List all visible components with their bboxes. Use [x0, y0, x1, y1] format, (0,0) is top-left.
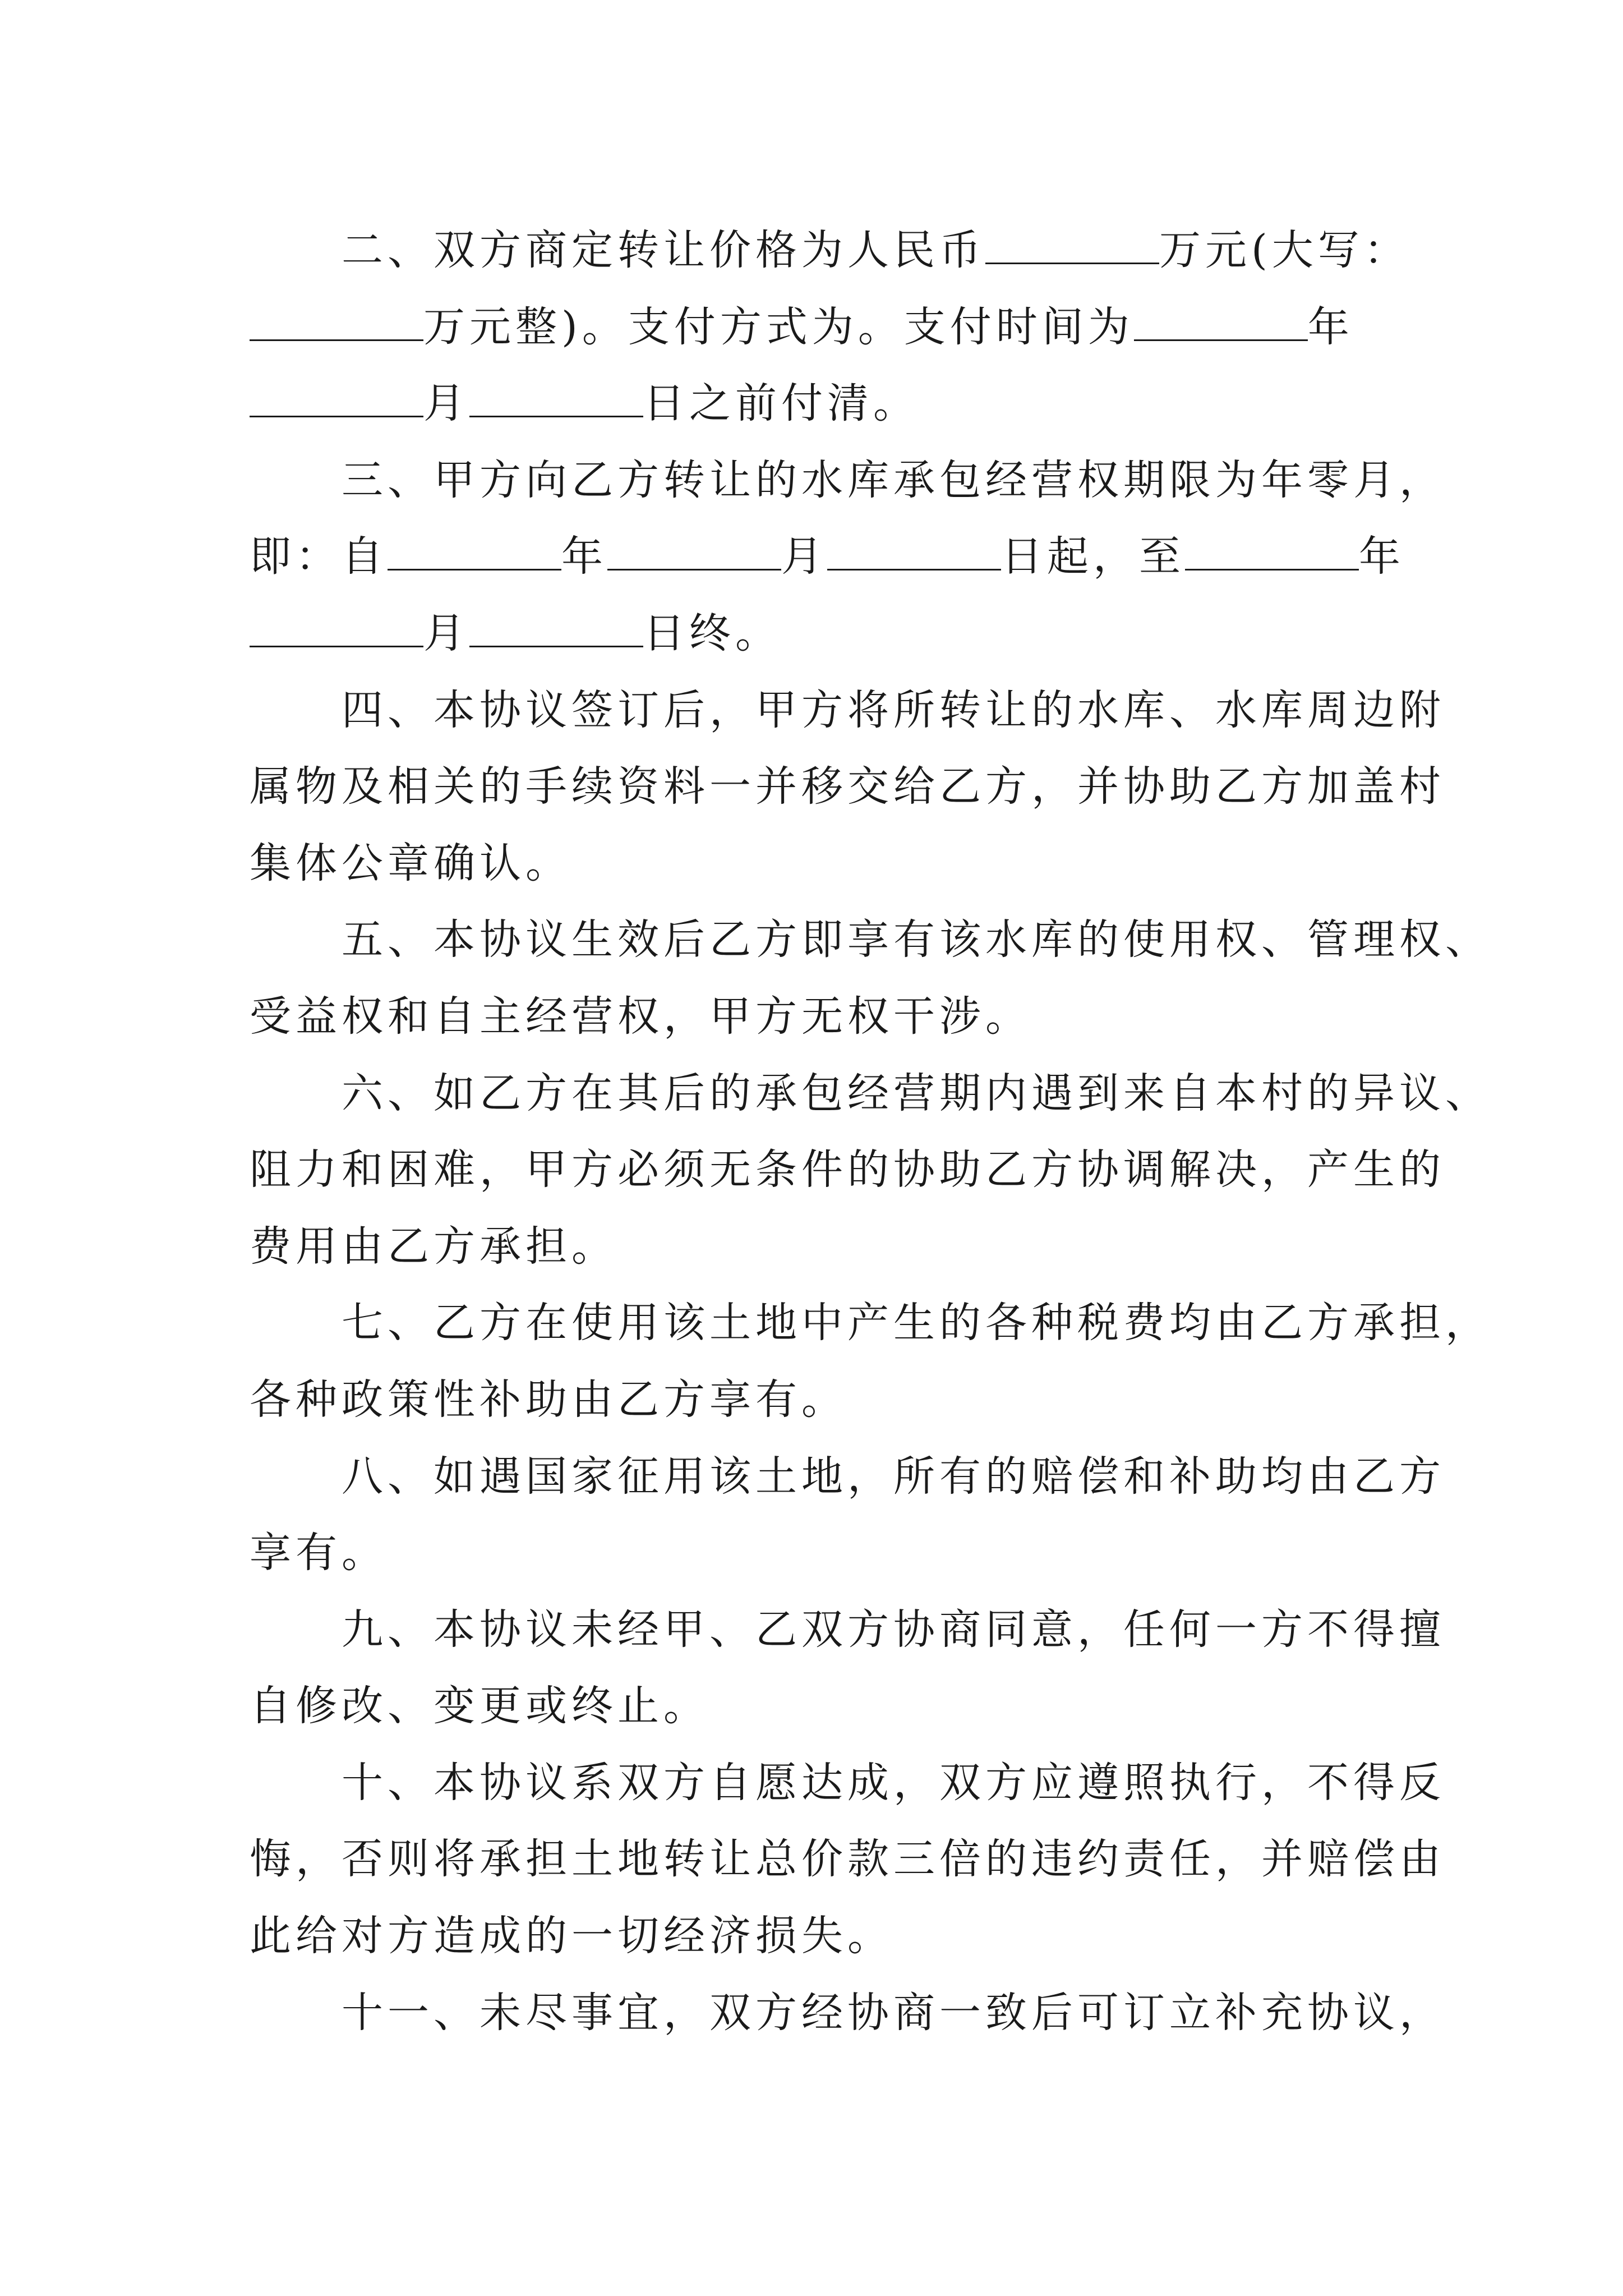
fill-in-blank[interactable] — [985, 229, 1159, 264]
clause-text: 六、如乙方在其后的承包经营期内遇到来自本村的异议、 — [342, 1069, 1491, 1117]
clause-text: 自修改、变更或终止。 — [250, 1682, 709, 1731]
clause-text: 日终。 — [643, 609, 781, 657]
clause-line — [250, 518, 1405, 595]
clause-4 — [250, 672, 1445, 902]
contract-body — [250, 212, 1491, 2051]
clause-line — [250, 1438, 1445, 1515]
fill-in-blank[interactable] — [607, 535, 781, 570]
clause-text: 享有。 — [250, 1529, 388, 1577]
fill-in-blank[interactable] — [250, 382, 423, 417]
clause-text: 日起，至 — [1001, 532, 1185, 581]
clause-line — [250, 1668, 1374, 1745]
clause-line — [250, 365, 1374, 442]
clause-text: 四、本协议签订后，甲方将所转让的水库、水库周边附 — [342, 685, 1445, 734]
clause-line — [250, 1821, 1445, 1898]
clause-line — [250, 595, 1374, 672]
clause-line — [250, 1208, 1374, 1285]
clause-text: 日之前付清。 — [643, 379, 919, 428]
clause-7 — [250, 1285, 1491, 1438]
clause-line — [250, 978, 1374, 1055]
clause-3 — [250, 442, 1445, 672]
clause-9 — [250, 1591, 1445, 1745]
clause-line — [250, 748, 1445, 825]
fill-in-blank[interactable] — [469, 382, 643, 417]
clause-line — [250, 442, 1445, 519]
clause-text: 集体公章确认。 — [250, 839, 571, 887]
clause-text: 各种政策性补助由乙方享有。 — [250, 1375, 847, 1424]
clause-text: 万元(大写： — [1159, 226, 1410, 274]
clause-6 — [250, 1055, 1491, 1285]
clause-line — [250, 1745, 1445, 1821]
clause-text: 受益权和自主经营权，甲方无权干涉。 — [250, 992, 1031, 1041]
clause-text: 属物及相关的手续资料一并移交给乙方，并协助乙方加盖村 — [250, 762, 1445, 811]
clause-8 — [250, 1438, 1445, 1591]
clause-text: 此给对方造成的一切经济损失。 — [250, 1912, 893, 1961]
clause-text: 年 — [561, 532, 607, 581]
clause-line — [250, 1131, 1445, 1208]
clause-text: 三、甲方向乙方转让的水库承包经营权期限为年零月， — [342, 455, 1445, 504]
clause-line — [250, 901, 1491, 978]
fill-in-blank[interactable] — [388, 535, 561, 570]
clause-text: 即：自 — [250, 532, 388, 581]
clause-text: 十、本协议系双方自愿达成，双方应遵照执行，不得反 — [342, 1758, 1445, 1807]
clause-text: 费用由乙方承担。 — [250, 1222, 617, 1271]
clause-text: 年 — [1359, 532, 1405, 581]
clause-line — [250, 1898, 1374, 1975]
clause-line — [250, 1055, 1491, 1132]
clause-line — [250, 1515, 1374, 1591]
clause-text: 七、乙方在使用该土地中产生的各种税费均由乙方承担， — [342, 1299, 1491, 1347]
clause-line — [250, 1591, 1445, 1668]
fill-in-blank[interactable] — [1185, 535, 1359, 570]
clause-text: 十一、未尽事宜，双方经协商一致后可订立补充协议， — [342, 1988, 1445, 2037]
clause-11 — [250, 1975, 1445, 2051]
clause-text: 阻力和困难，甲方必须无条件的协助乙方协调解决，产生的 — [250, 1145, 1445, 1194]
clause-line — [250, 1975, 1445, 2051]
fill-in-blank[interactable] — [250, 612, 423, 647]
clause-text: 悔，否则将承担土地转让总价款三倍的违约责任，并赔偿由 — [250, 1835, 1445, 1884]
fill-in-blank[interactable] — [1134, 306, 1308, 341]
clause-text: 九、本协议未经甲、乙双方协商同意，任何一方不得擅 — [342, 1605, 1445, 1654]
clause-2 — [250, 212, 1410, 442]
clause-text: 月 — [781, 532, 827, 581]
fill-in-blank[interactable] — [827, 535, 1001, 570]
clause-text: 万元整)。支付方式为。支付时间为 — [423, 302, 1134, 351]
clause-text: 年 — [1307, 302, 1354, 351]
clause-text: 月 — [423, 609, 469, 657]
clause-line — [250, 825, 1374, 902]
clause-line — [250, 212, 1410, 289]
clause-line — [250, 289, 1374, 366]
clause-line — [250, 672, 1445, 749]
clause-line — [250, 1361, 1374, 1438]
fill-in-blank[interactable] — [250, 306, 423, 341]
clause-10 — [250, 1745, 1445, 1975]
clause-line — [250, 1285, 1491, 1361]
fill-in-blank[interactable] — [469, 612, 643, 647]
clause-text: 五、本协议生效后乙方即享有该水库的使用权、管理权、 — [342, 915, 1491, 964]
clause-text: 八、如遇国家征用该土地，所有的赔偿和补助均由乙方 — [342, 1452, 1445, 1501]
clause-5 — [250, 901, 1491, 1055]
clause-text: 二、双方商定转让价格为人民币 — [342, 226, 985, 274]
clause-text: 月 — [423, 379, 469, 428]
